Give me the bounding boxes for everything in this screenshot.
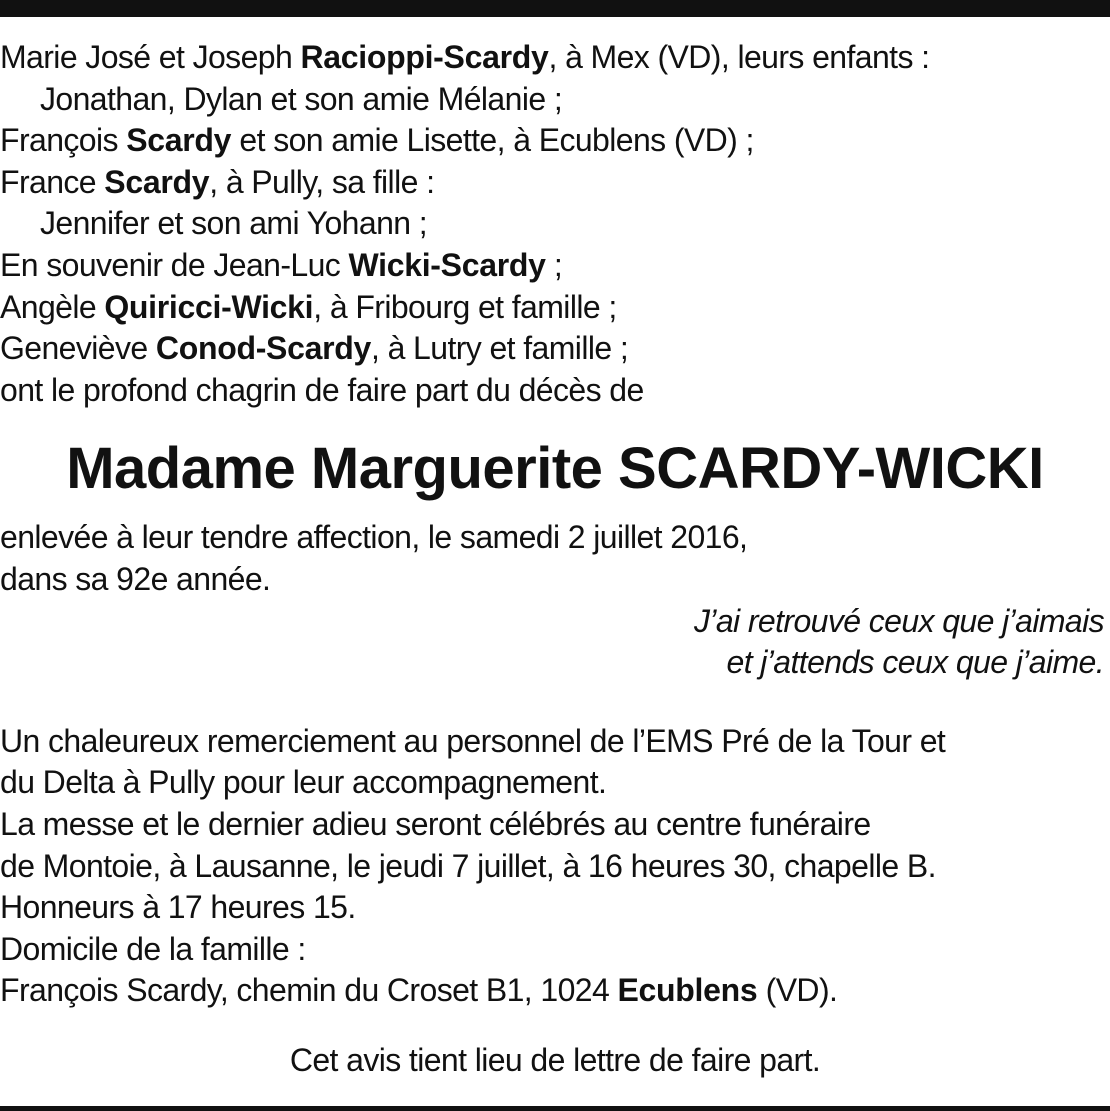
family-address: François Scardy, chemin du Croset B1, 1024 Ecublens (VD).: [0, 972, 838, 1009]
closing-text: Cet avis tient lieu de lettre de faire part.: [289, 1042, 821, 1078]
family-surname: Racioppi-Scardy: [300, 39, 549, 75]
family-line-1: Marie José et Joseph Racioppi-Scardy, à Mex (VD), leurs enfants :: [0, 39, 930, 75]
domicile-label: Domicile de la famille :: [0, 930, 306, 967]
family-surname: Conod-Scardy: [155, 330, 371, 367]
top-rule: [0, 0, 1110, 17]
family-line-7: Angèle Quiricci-Wicki, à Fribourg et famille ;: [0, 288, 617, 325]
ceremony-line-1: La messe et le dernier adieu seront célébrés au centre funéraire: [0, 805, 871, 842]
announce-text: ont le profond chagrin de faire part du décès de: [0, 371, 644, 408]
family-line-6: En souvenir de Jean-Luc Wicki-Scardy ;: [0, 246, 563, 283]
deceased-name: Madame Marguerite SCARDY-WICKI: [66, 436, 1044, 502]
family-surname: Scardy: [104, 163, 210, 200]
quote-line-1: J’ai retrouvé ceux que j’aimais: [693, 602, 1104, 639]
address-city: Ecublens: [617, 972, 758, 1009]
family-surname: Quiricci-Wicki: [104, 288, 314, 325]
obituary-notice: [0, 37, 1110, 1012]
death-line-1: enlevée à leur tendre affection, le samedi 2 juillet 2016,: [0, 519, 748, 556]
family-line-2: Jonathan, Dylan et son amie Mélanie ;: [40, 80, 563, 117]
spacer: [0, 684, 1110, 721]
family-line-3: François Scardy et son amie Lisette, à Ecublens (VD) ;: [0, 122, 754, 159]
quote-line-2: et j’attends ceux que j’aime.: [726, 644, 1104, 681]
bottom-rule: [0, 1106, 1110, 1111]
family-line-5: Jennifer et son ami Yohann ;: [40, 205, 428, 242]
family-surname: Scardy: [126, 122, 232, 159]
ceremony-line-2: de Montoie, à Lausanne, le jeudi 7 juillet, à 16 heures 30, chapelle B.: [0, 847, 936, 884]
family-surname: Wicki-Scardy: [348, 246, 546, 283]
death-line-2: dans sa 92e année.: [0, 560, 271, 597]
family-line-8: Geneviève Conod-Scardy, à Lutry et famille ;: [0, 330, 629, 367]
thanks-line-2: du Delta à Pully pour leur accompagnement.: [0, 764, 607, 801]
thanks-line-1: Un chaleureux remerciement au personnel de l’EMS Pré de la Tour et: [0, 722, 946, 759]
honours-line: Honneurs à 17 heures 15.: [0, 889, 356, 926]
family-line-4: France Scardy, à Pully, sa fille :: [0, 163, 435, 200]
